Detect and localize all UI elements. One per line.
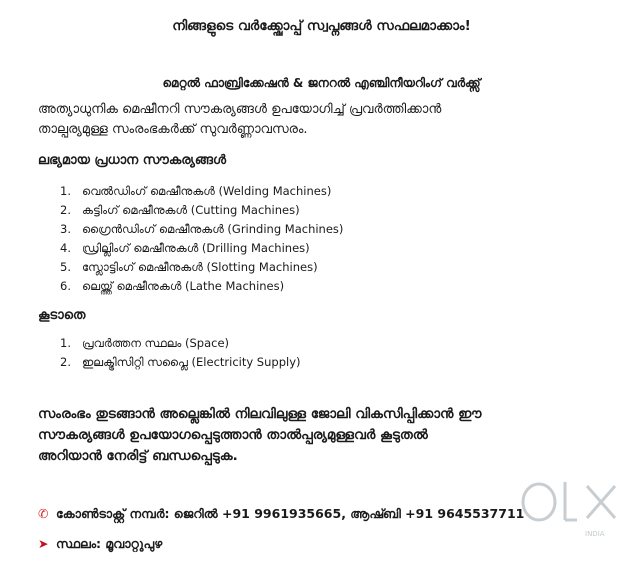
- closing-line: അറിയാൻ നേരിട്ട് ബന്ധപ്പെടുക.: [38, 448, 238, 464]
- list-item: 2. കട്ടിംഗ് മെഷീനുകൾ (Cutting Machines): [60, 203, 300, 217]
- contact-phone: [38, 506, 524, 522]
- list-item: 3. ഗ്രൈൻഡിംഗ് മെഷീനുകൾ (Grinding Machines): [60, 222, 344, 236]
- closing-paragraph: [38, 404, 598, 467]
- extras-list: [60, 334, 301, 372]
- facilities-list: [60, 182, 343, 296]
- phone-icon: ✆: [38, 506, 49, 521]
- intro-line: അത്യാധുനിക മെഷീനറി സൗകര്യങ്ങൾ ഉപയോഗിച്ച് പ്രവർത്തിക്കാൻ: [38, 102, 442, 117]
- extras-heading: കൂടാതെ: [38, 308, 86, 323]
- closing-line: സൗകര്യങ്ങൾ ഉപയോഗപ്പെടുത്താൻ താൽപ്പര്യമുള്ളവർ കൂടുതൽ: [38, 427, 428, 443]
- intro-line: താല്പര്യമുള്ള സംരംഭകർക്ക് സുവർണ്ണാവസരം.: [38, 122, 308, 137]
- headline: നിങ്ങളുടെ വർക്ക്ഷോപ്പ് സ്വപ്നങ്ങൾ സഫലമാക്കാം!: [172, 18, 471, 34]
- watermark-region: INDIA: [585, 530, 605, 538]
- olx-watermark-logo: [515, 470, 630, 570]
- facilities-heading: ലഭ്യമായ പ്രധാന സൗകര്യങ്ങൾ: [38, 153, 227, 168]
- list-item: 2. ഇലക്ട്രിസിറ്റി സപ്ലൈ (Electricity Supply): [60, 355, 301, 369]
- contact-location-text: സ്ഥലം: മൂവാറ്റുപുഴ: [56, 536, 163, 551]
- list-item: 1. പ്രവർത്തന സ്ഥലം (Space): [60, 336, 230, 350]
- list-item: 6. ലെയ്ത്ത് മെഷീനുകൾ (Lathe Machines): [60, 279, 285, 293]
- list-item: 5. സ്ലോട്ടിംഗ് മെഷീനുകൾ (Slotting Machines): [60, 260, 318, 274]
- list-item: 4. ഡ്രില്ലിംഗ് മെഷീനുകൾ (Drilling Machines): [60, 241, 310, 255]
- pushpin-icon: ➤: [38, 536, 49, 551]
- contact-location: [38, 536, 162, 552]
- intro-paragraph: [38, 100, 618, 140]
- list-item: 1. വെൽഡിംഗ് മെഷീനുകൾ (Welding Machines): [60, 184, 332, 198]
- closing-line: സംരംഭം തുടങ്ങാൻ അല്ലെങ്കിൽ നിലവിലുള്ള ജോലി വികസിപ്പിക്കാൻ ഈ: [38, 406, 482, 422]
- contact-phone-text: കോൺടാക്റ്റ് നമ്പർ: ജെറിൽ +91 9961935665, ആഷ്ബി +91 9645537711: [56, 506, 525, 521]
- subtitle: മെറ്റൽ ഫാബ്രിക്കേഷൻ & ജനറൽ എഞ്ചിനീയറിംഗ് വർക്ക്സ്: [162, 76, 481, 90]
